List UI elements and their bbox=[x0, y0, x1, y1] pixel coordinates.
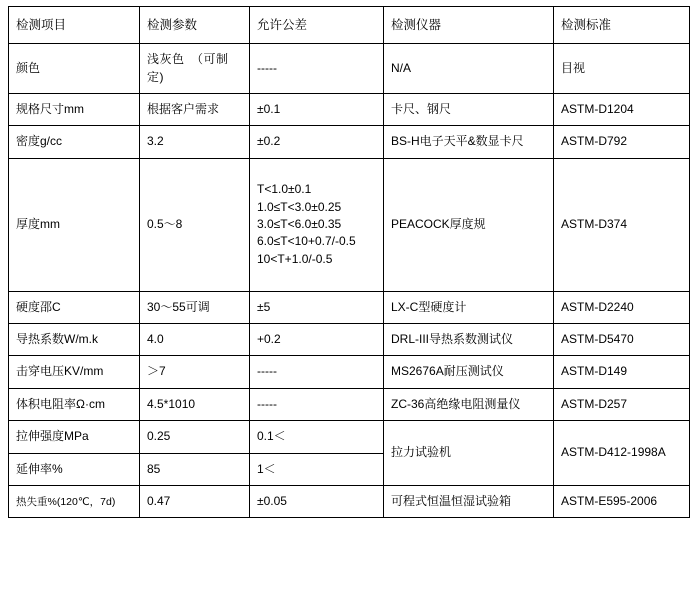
cell-param: 浅灰色 （可制定) bbox=[140, 44, 250, 94]
table-row bbox=[9, 486, 690, 518]
cell-item: 厚度mm bbox=[9, 158, 140, 291]
table-row bbox=[9, 324, 690, 356]
cell-standard: ASTM-D149 bbox=[554, 356, 690, 388]
cell-instrument: MS2676A耐压测试仪 bbox=[384, 356, 554, 388]
cell-item: 体积电阻率Ω·cm bbox=[9, 388, 140, 420]
cell-item: 拉伸强度MPa bbox=[9, 421, 140, 453]
header-cell-item: 检测项目 bbox=[9, 7, 140, 44]
cell-param: 4.5*1010 bbox=[140, 388, 250, 420]
header-cell-instrument: 检测仪器 bbox=[384, 7, 554, 44]
tolerance-line: 10<T+1.0/-0.5 bbox=[257, 251, 333, 266]
cell-param: 30～55可调 bbox=[140, 291, 250, 323]
cell-tolerance bbox=[250, 158, 384, 291]
table-row bbox=[9, 388, 690, 420]
cell-param: 0.25 bbox=[140, 421, 250, 453]
cell-param: 3.2 bbox=[140, 126, 250, 158]
cell-standard: ASTM-D2240 bbox=[554, 291, 690, 323]
tolerance-line: 6.0≤T<10+0.7/-0.5 bbox=[257, 234, 356, 249]
specification-table bbox=[8, 6, 690, 518]
cell-standard: ASTM-D257 bbox=[554, 388, 690, 420]
cell-standard: ASTM-D1204 bbox=[554, 93, 690, 125]
cell-standard: ASTM-D412-1998A bbox=[554, 421, 690, 486]
cell-standard: ASTM-D792 bbox=[554, 126, 690, 158]
cell-tolerance: ±5 bbox=[250, 291, 384, 323]
cell-instrument: PEACOCK厚度规 bbox=[384, 158, 554, 291]
cell-instrument: LX-C型硬度计 bbox=[384, 291, 554, 323]
cell-instrument: 可程式恒温恒湿试验箱 bbox=[384, 486, 554, 518]
cell-tolerance: ----- bbox=[250, 388, 384, 420]
cell-tolerance: ±0.1 bbox=[250, 93, 384, 125]
table-row bbox=[9, 126, 690, 158]
table-header-row bbox=[9, 7, 690, 44]
cell-item: 密度g/cc bbox=[9, 126, 140, 158]
table-row bbox=[9, 291, 690, 323]
cell-param: 4.0 bbox=[140, 324, 250, 356]
cell-param: 85 bbox=[140, 453, 250, 485]
cell-instrument: DRL-III导热系数测试仪 bbox=[384, 324, 554, 356]
cell-param: 0.47 bbox=[140, 486, 250, 518]
cell-standard: ASTM-E595-2006 bbox=[554, 486, 690, 518]
cell-instrument: BS-H电子天平&数显卡尺 bbox=[384, 126, 554, 158]
header-cell-param: 检测参数 bbox=[140, 7, 250, 44]
cell-standard: 目视 bbox=[554, 44, 690, 94]
cell-item: 规格尺寸mm bbox=[9, 93, 140, 125]
header-cell-tolerance: 允许公差 bbox=[250, 7, 384, 44]
tolerance-line: T<1.0±0.1 bbox=[257, 182, 312, 197]
table-row bbox=[9, 421, 690, 453]
cell-param: ＞7 bbox=[140, 356, 250, 388]
table-row bbox=[9, 158, 690, 291]
tolerance-line: 3.0≤T<6.0±0.35 bbox=[257, 216, 342, 231]
table-row bbox=[9, 93, 690, 125]
cell-item bbox=[9, 486, 140, 518]
cell-param: 0.5～8 bbox=[140, 158, 250, 291]
cell-item: 延伸率% bbox=[9, 453, 140, 485]
cell-item: 击穿电压KV/mm bbox=[9, 356, 140, 388]
cell-standard: ASTM-D5470 bbox=[554, 324, 690, 356]
cell-item: 颜色 bbox=[9, 44, 140, 94]
cell-instrument: 卡尺、钢尺 bbox=[384, 93, 554, 125]
cell-instrument: ZC-36高绝缘电阻测量仪 bbox=[384, 388, 554, 420]
cell-instrument: N/A bbox=[384, 44, 554, 94]
cell-tolerance: 0.1＜ bbox=[250, 421, 384, 453]
table-row bbox=[9, 356, 690, 388]
cell-tolerance: ±0.2 bbox=[250, 126, 384, 158]
cell-item-text: 热失重%(120℃，7d) bbox=[16, 496, 116, 509]
cell-item: 导热系数W/m.k bbox=[9, 324, 140, 356]
table-row bbox=[9, 44, 690, 94]
cell-tolerance: ----- bbox=[250, 44, 384, 94]
cell-item: 硬度邵C bbox=[9, 291, 140, 323]
cell-instrument: 拉力试验机 bbox=[384, 421, 554, 486]
cell-tolerance: ----- bbox=[250, 356, 384, 388]
cell-tolerance: 1＜ bbox=[250, 453, 384, 485]
tolerance-line: 1.0≤T<3.0±0.25 bbox=[257, 199, 342, 214]
cell-param: 根据客户需求 bbox=[140, 93, 250, 125]
header-cell-standard: 检测标准 bbox=[554, 7, 690, 44]
cell-tolerance: +0.2 bbox=[250, 324, 384, 356]
cell-tolerance: ±0.05 bbox=[250, 486, 384, 518]
cell-standard: ASTM-D374 bbox=[554, 158, 690, 291]
